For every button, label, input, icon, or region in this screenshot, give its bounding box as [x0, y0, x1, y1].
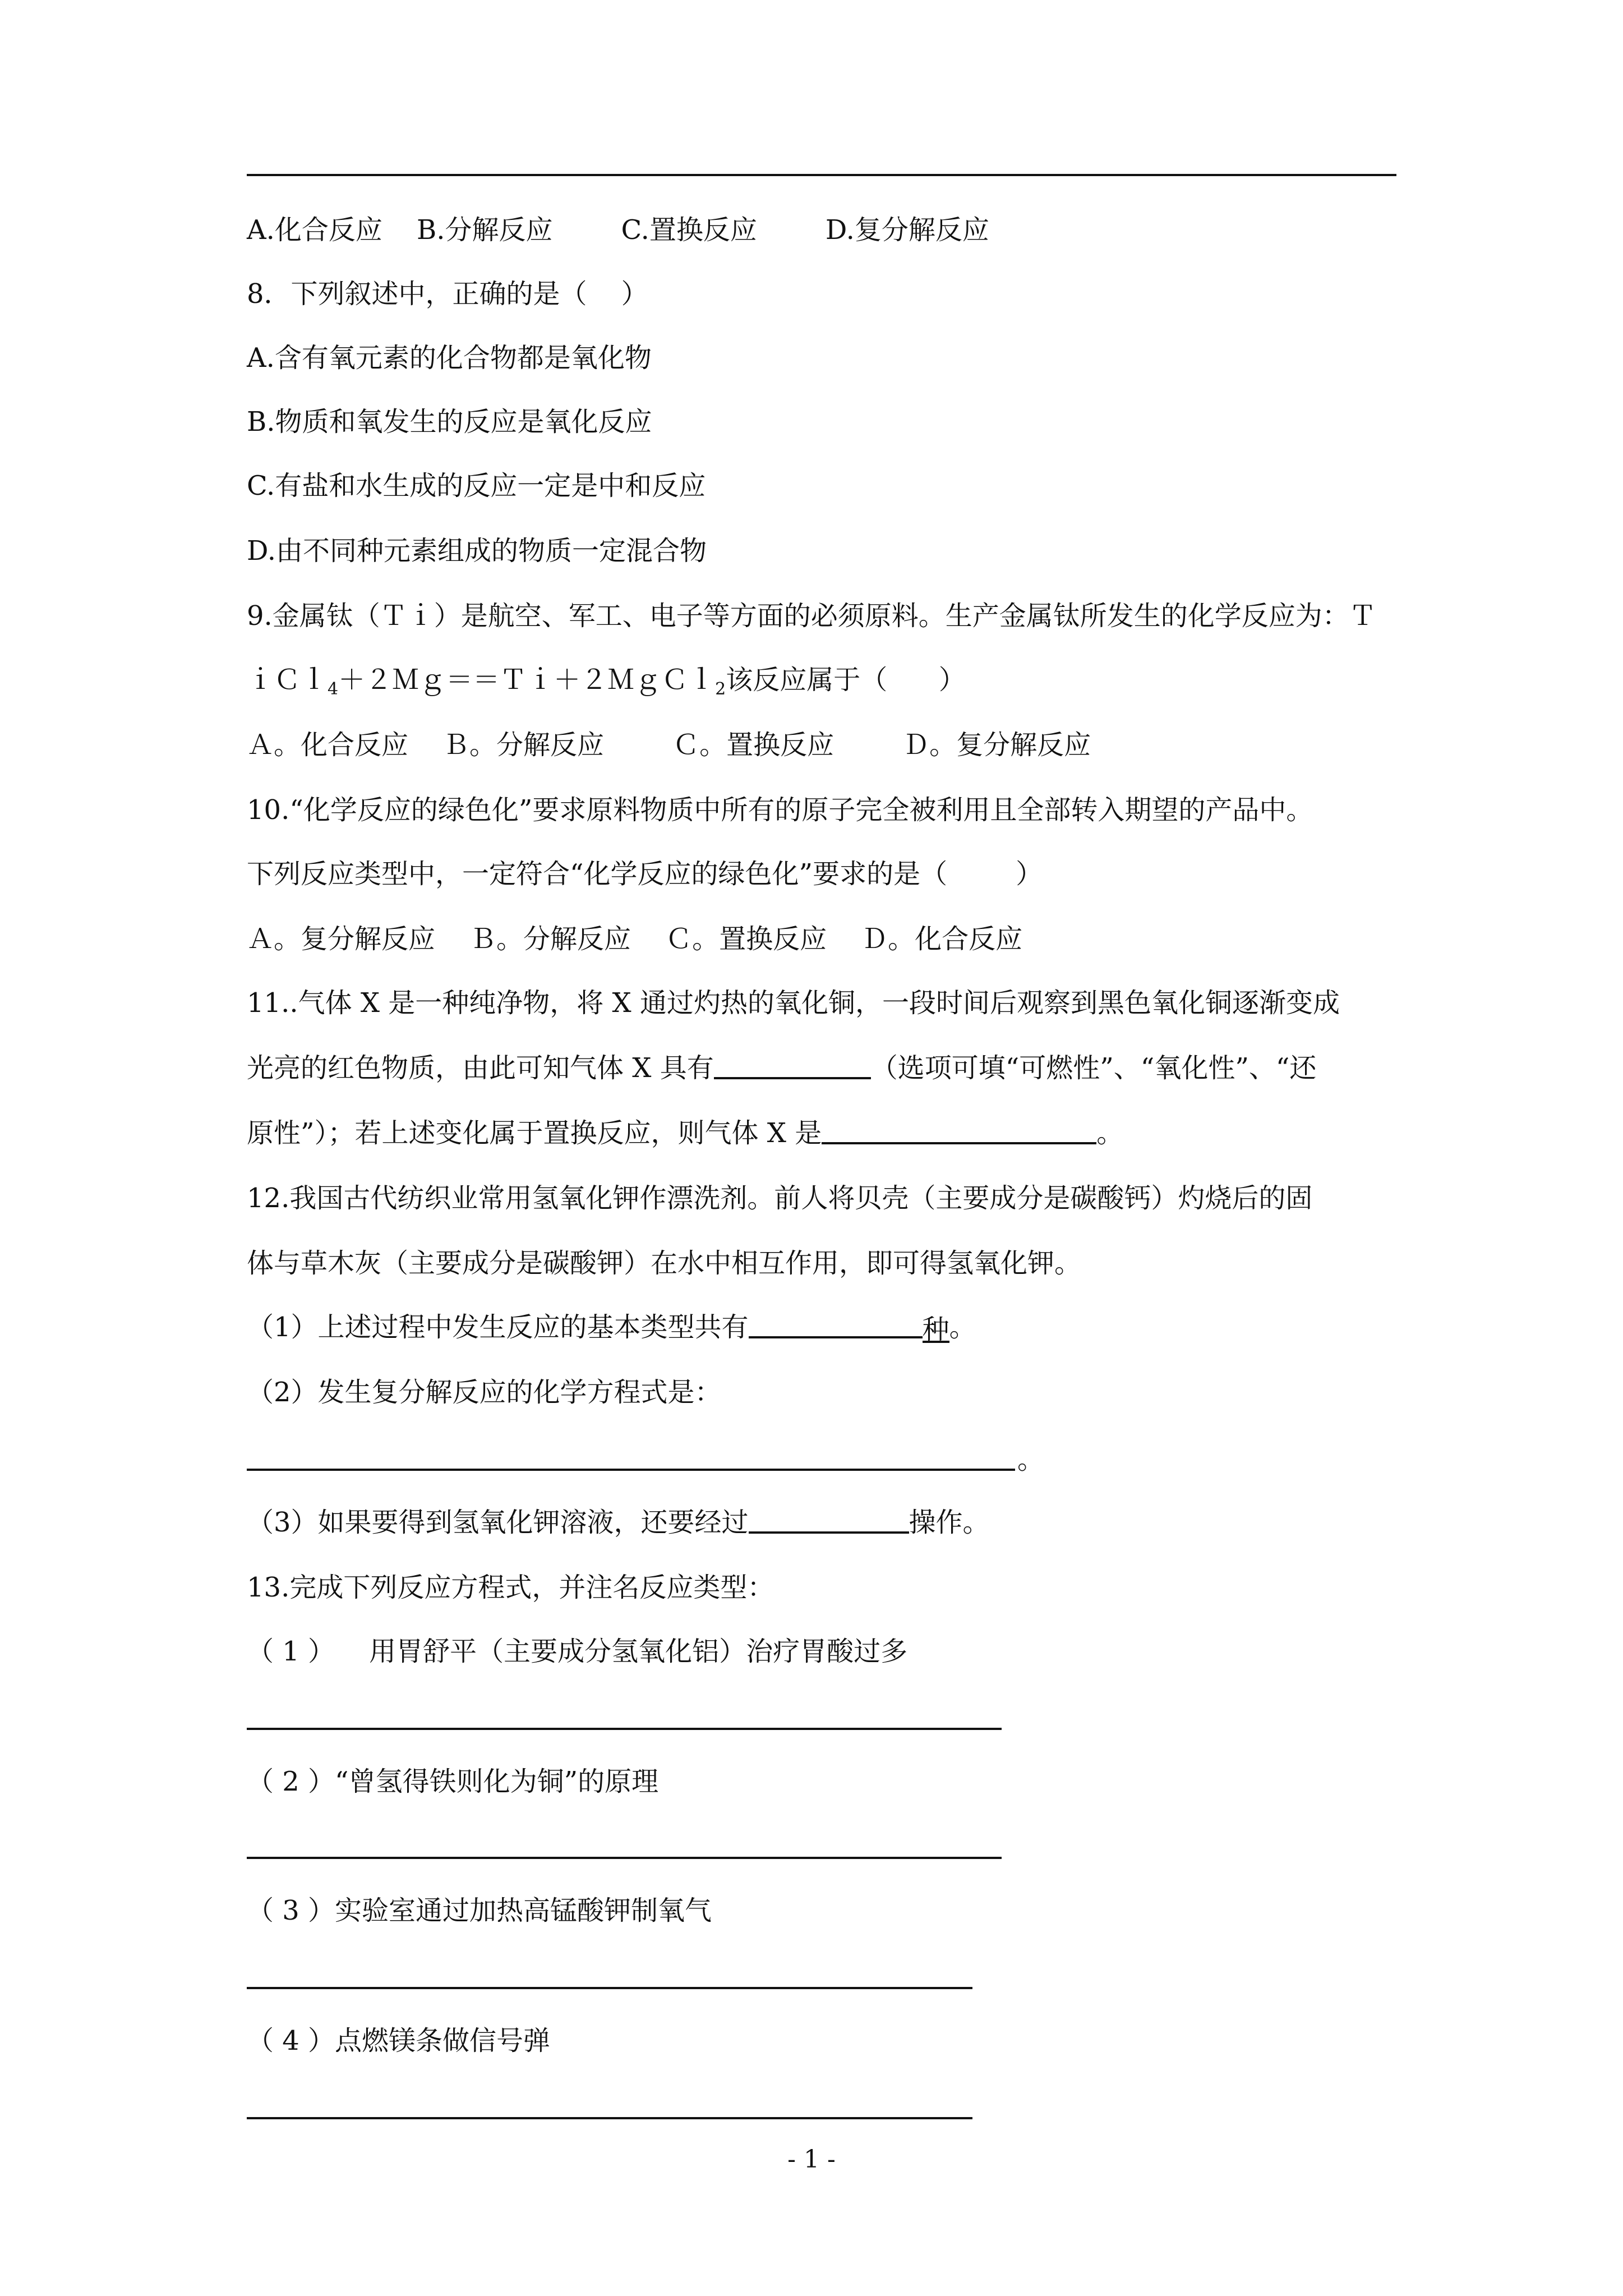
header-rule — [247, 174, 1396, 176]
q9-eq-sub1: 4 — [328, 679, 339, 699]
q9-eq-part2: ＋２Ｍｇ＝＝Ｔｉ＋２ＭｇＣｌ — [338, 664, 716, 696]
q12-part1 — [247, 1309, 1402, 1345]
q9-eq-part3: 该反应属于（ ） — [726, 664, 966, 696]
q11-line2 — [247, 1050, 1402, 1086]
q11-line3 — [247, 1115, 1402, 1151]
q12-part1-before: （1）上述过程中发生反应的基本类型共有 — [247, 1312, 749, 1343]
q11-line3-before: 原性”）；若上述变化属于置换反应，则气体 X 是 — [247, 1117, 822, 1149]
q12-part2-end: 。 — [1017, 1444, 1045, 1475]
q9-eq-sub2: 2 — [715, 679, 726, 699]
q11-gas-blank[interactable] — [822, 1115, 1096, 1144]
q8-option-c: C.有盐和水生成的反应一定是中和反应 — [247, 470, 706, 501]
q10-options: Ａ。复分解反应 Ｂ。分解反应 Ｃ。置换反应 Ｄ。化合反应 — [247, 923, 1023, 955]
q13-item2-answer-line[interactable] — [247, 1857, 1002, 1859]
q7-options: A.化合反应 B.分解反应 C.置换反应 D.复分解反应 — [247, 214, 989, 246]
q12-operation-blank[interactable] — [749, 1504, 909, 1534]
q9-equation-line — [247, 662, 1402, 707]
q13-item3: （ 3 ）实验室通过加热高锰酸钾制氧气 — [247, 1895, 712, 1926]
q13-item4-answer-line[interactable] — [247, 2117, 972, 2119]
q13-item1: （ 1 ） 用胃舒平（主要成分氢氧化铝）治疗胃酸过多 — [247, 1636, 908, 1667]
q13-item4: （ 4 ）点燃镁条做信号弹 — [247, 2025, 551, 2056]
q12-part3-after: 操作。 — [909, 1507, 990, 1538]
q13-item2: （ 2 ）“曾氢得铁则化为铜”的原理 — [247, 1766, 659, 1797]
q12-part3 — [247, 1504, 1402, 1540]
q12-part1-unit: 种 — [923, 1312, 949, 1343]
q8-option-b: B.物质和氧发生的反应是氧化反应 — [247, 406, 652, 438]
q12-part1-after: 。 — [949, 1312, 976, 1343]
q9-options: Ａ。化合反应 Ｂ。分解反应 Ｃ。置换反应 Ｄ。复分解反应 — [247, 729, 1091, 761]
q13-item3-answer-line[interactable] — [247, 1987, 972, 1989]
q12-part2-answer-line[interactable] — [247, 1469, 1015, 1471]
q10-stem-line2: 下列反应类型中，一定符合“化学反应的绿色化”要求的是（ ） — [247, 858, 1043, 890]
page-number: - 1 - — [787, 2145, 836, 2174]
q13-item1-answer-line[interactable] — [247, 1728, 1002, 1730]
q12-part3-before: （3）如果要得到氢氧化钾溶液，还要经过 — [247, 1507, 749, 1538]
q11-line3-after: 。 — [1096, 1117, 1124, 1149]
q9-stem-line1: 9.金属钛（Ｔｉ）是航空、军工、电子等方面的必须原料。生产金属钛所发生的化学反应为：Ｔ — [247, 600, 1376, 632]
q8-option-a: A.含有氧元素的化合物都是氧化物 — [247, 342, 652, 374]
q13-stem: 13.完成下列反应方程式，并注名反应类型： — [247, 1572, 774, 1603]
q12-part2: （2）发生复分解反应的化学方程式是： — [247, 1377, 722, 1408]
q12-line2: 体与草木灰（主要成分是碳酸钾）在水中相互作用，即可得氢氧化钾。 — [247, 1248, 1082, 1279]
q11-property-blank[interactable] — [714, 1050, 871, 1079]
q11-line2-after: （选项可填“可燃性”、“氧化性”、“还 — [870, 1052, 1317, 1084]
q11-line2-before: 光亮的红色物质，由此可知气体 X 具有 — [247, 1052, 714, 1084]
q8-stem: 8．下列叙述中，正确的是（ ） — [247, 278, 648, 310]
q11-line1: 11..气体 X 是一种纯净物，将 X 通过灼热的氧化铜，一段时间后观察到黑色氧化铜逐渐变成 — [247, 987, 1340, 1019]
q10-stem-line1: 10.“化学反应的绿色化”要求原料物质中所有的原子完全被利用且全部转入期望的产品中。 — [247, 794, 1313, 826]
q12-line1: 12.我国古代纺织业常用氢氧化钾作漂洗剂。前人将贝壳（主要成分是碳酸钙）灼烧后的固 — [247, 1182, 1313, 1214]
q8-option-d: D.由不同种元素组成的物质一定混合物 — [247, 535, 707, 567]
q12-type-count-blank[interactable] — [749, 1309, 923, 1338]
q9-eq-part1: ｉＣｌ — [247, 664, 328, 696]
